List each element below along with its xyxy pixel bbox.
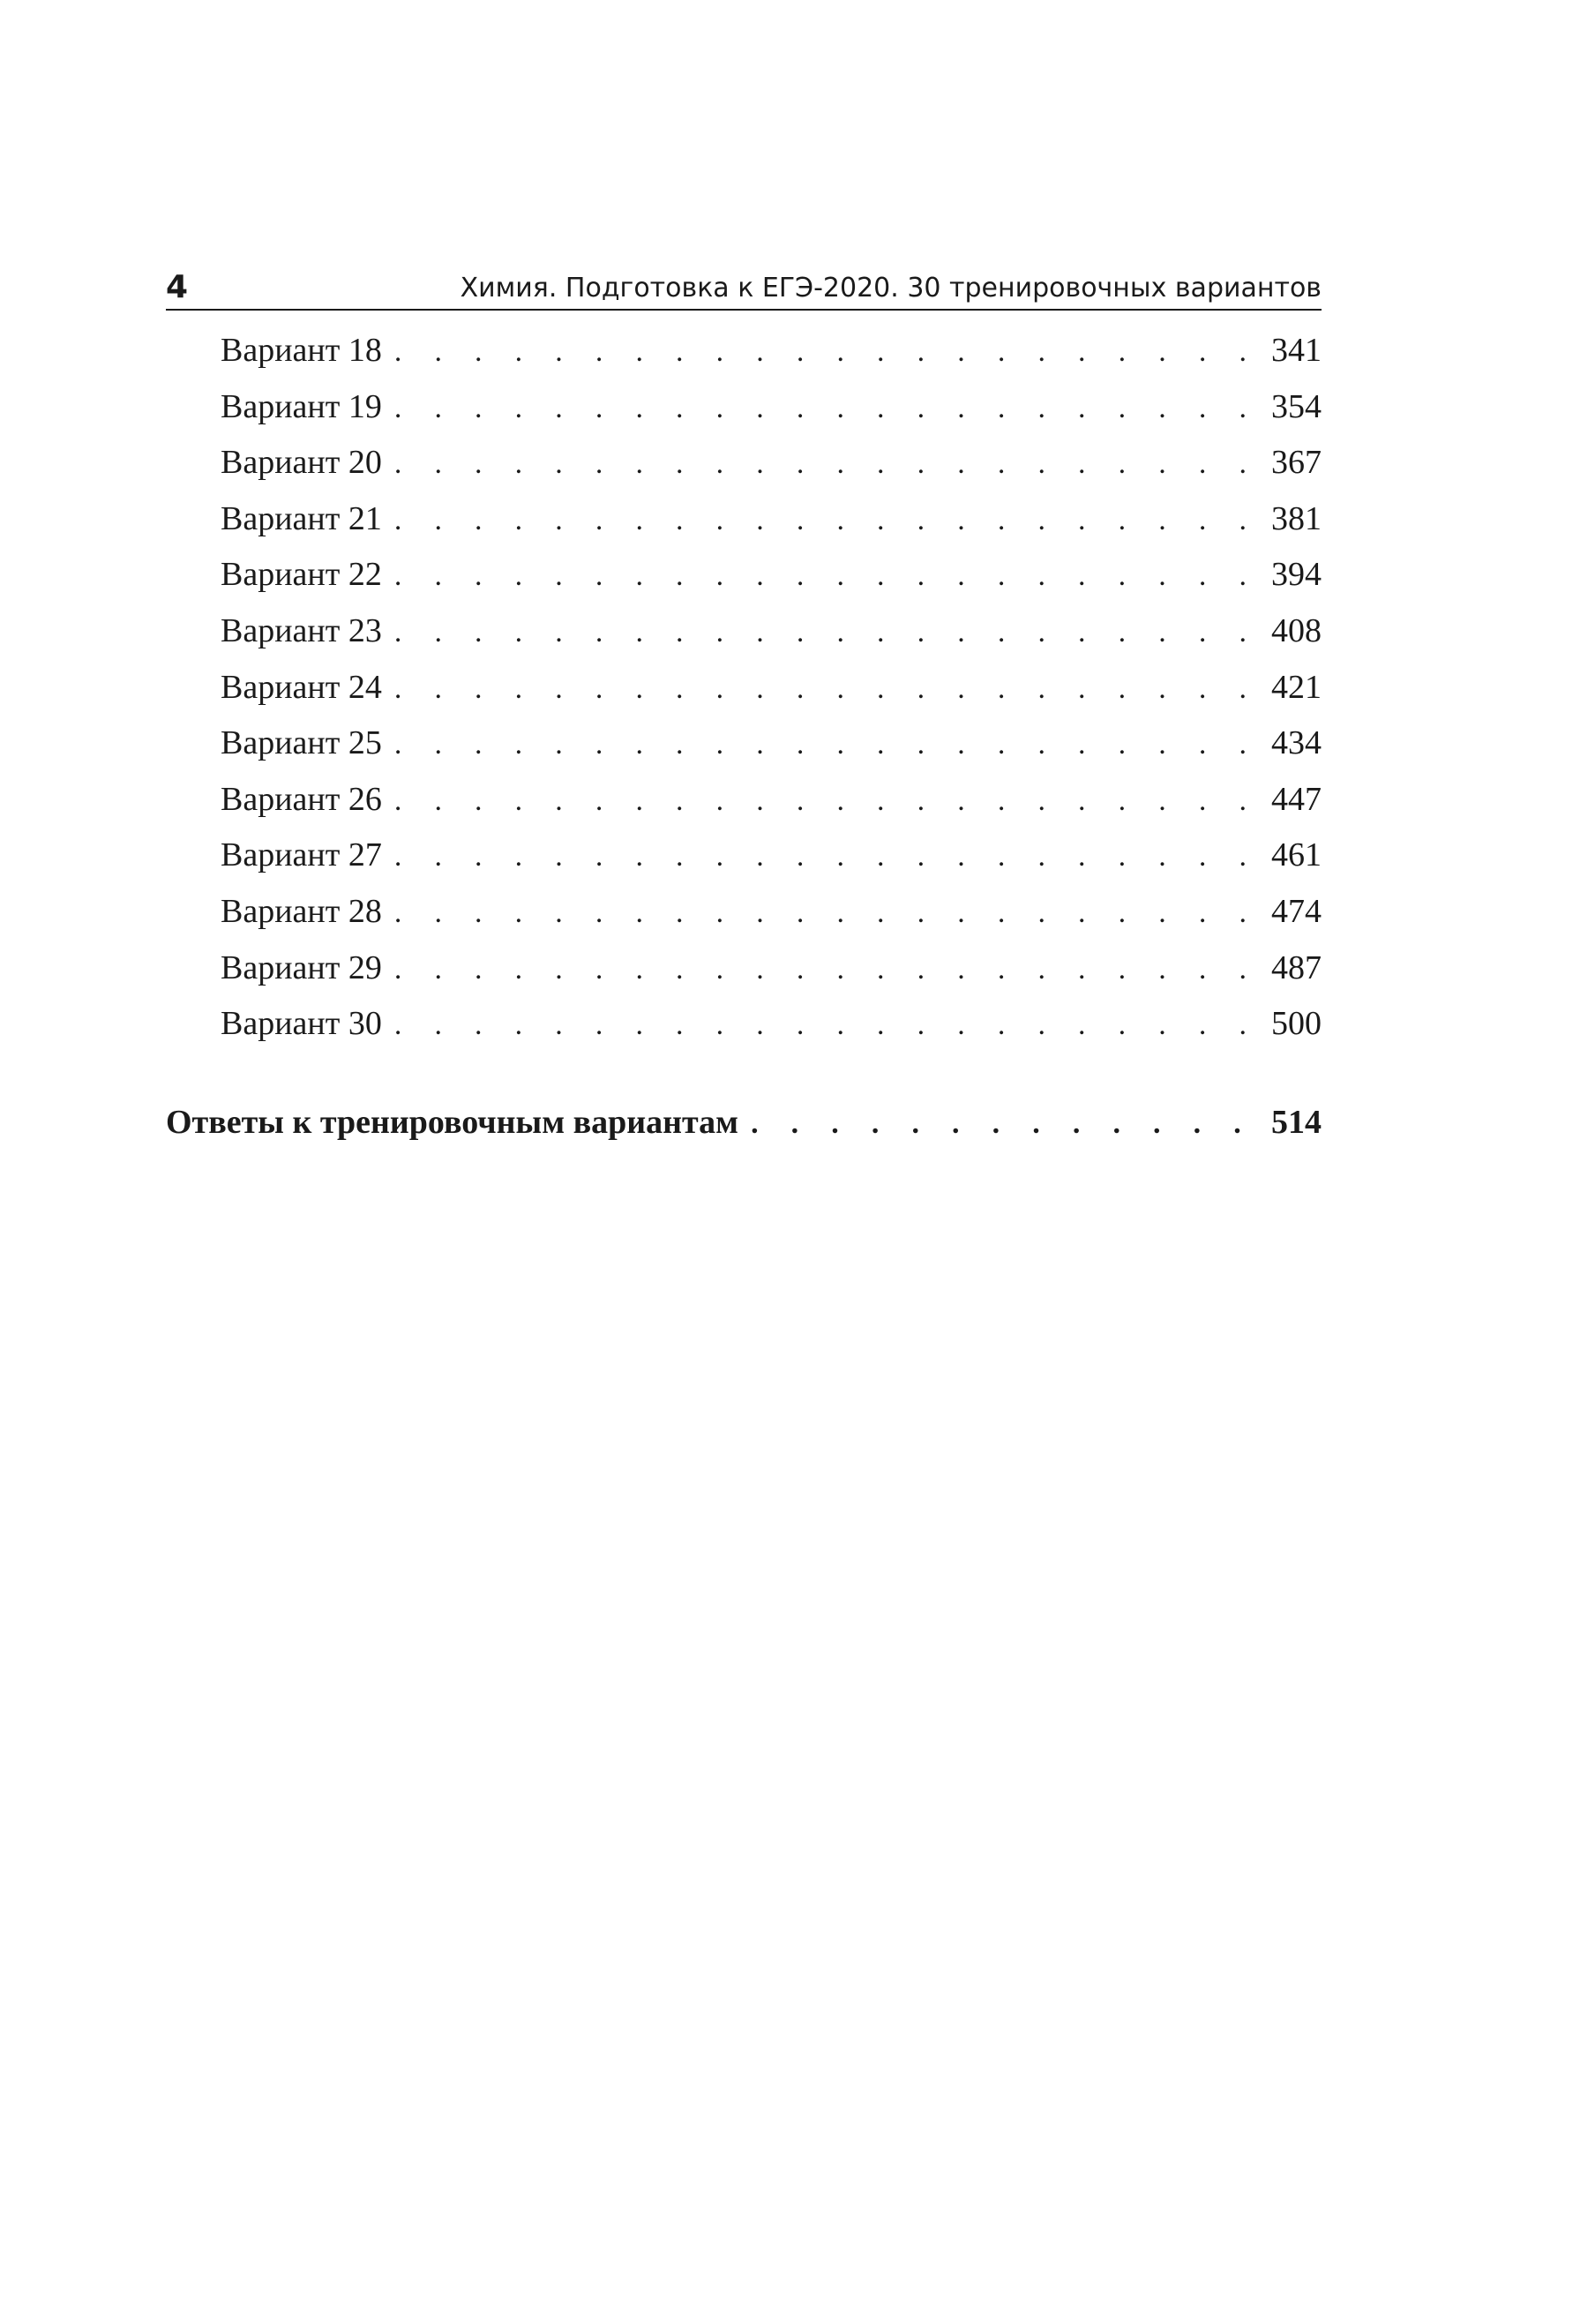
toc-entry <box>166 892 1322 951</box>
toc-entry-page: 434 <box>1271 724 1322 762</box>
toc-entry-page: 367 <box>1271 444 1322 482</box>
running-title: Химия. Подготовка к ЕГЭ-2020. 30 тренировочных вариантов <box>460 273 1322 304</box>
toc-entry <box>166 334 1322 390</box>
toc-entry <box>166 780 1322 839</box>
dot-leader <box>394 674 1253 704</box>
dot-leader <box>394 337 1253 367</box>
toc-entry <box>166 558 1322 614</box>
toc-entry-label: Вариант 23 <box>221 611 382 649</box>
toc-entry-label: Вариант 21 <box>221 499 382 537</box>
toc-entry-page: 354 <box>1271 387 1322 425</box>
dot-leader <box>394 506 1253 536</box>
dot-leader <box>394 618 1253 648</box>
dot-leader <box>394 786 1253 816</box>
toc-entry-label: Вариант 25 <box>221 724 382 762</box>
toc-entry-label: Вариант 24 <box>221 668 382 706</box>
toc-section-page: 514 <box>1271 1103 1322 1141</box>
toc-entry <box>166 948 1322 1008</box>
toc-entry <box>166 838 1322 895</box>
page-header <box>166 256 1322 311</box>
toc-entry-label: Вариант 30 <box>221 1005 382 1043</box>
toc-entry-page: 461 <box>1271 836 1322 874</box>
toc-entry-label: Вариант 18 <box>221 332 382 369</box>
dot-leader <box>751 1109 1253 1139</box>
toc-entry-label: Вариант 29 <box>221 948 382 986</box>
toc-entry-page: 394 <box>1271 556 1322 594</box>
toc-entry <box>166 1007 1322 1063</box>
dot-leader <box>394 730 1253 760</box>
toc-entry-page: 341 <box>1271 332 1322 369</box>
toc-entry-label: Вариант 28 <box>221 892 382 930</box>
toc-entry-label: Вариант 22 <box>221 556 382 594</box>
dot-leader <box>394 1010 1253 1040</box>
toc-entry-page: 381 <box>1271 499 1322 537</box>
dot-leader <box>394 955 1253 985</box>
toc-entry <box>166 387 1322 446</box>
toc-entry <box>166 668 1322 727</box>
toc-entry-page: 474 <box>1271 892 1322 930</box>
dot-leader <box>394 842 1253 872</box>
toc-section-label: Ответы к тренировочным вариантам <box>166 1103 739 1141</box>
toc-entry-page: 487 <box>1271 948 1322 986</box>
toc-entry-label: Вариант 20 <box>221 444 382 482</box>
toc-entry-page: 500 <box>1271 1005 1322 1043</box>
dot-leader <box>394 898 1253 928</box>
toc-entry-page: 408 <box>1271 611 1322 649</box>
toc-entry <box>166 446 1322 502</box>
dot-leader <box>394 394 1253 424</box>
toc-entry <box>166 499 1322 559</box>
toc-entry-page: 447 <box>1271 780 1322 818</box>
toc-entry <box>166 726 1322 783</box>
toc-section-answers <box>166 1103 1322 1162</box>
toc-entry-label: Вариант 27 <box>221 836 382 874</box>
page-number: 4 <box>166 269 189 305</box>
dot-leader <box>394 561 1253 591</box>
toc-entry-label: Вариант 26 <box>221 780 382 818</box>
toc-entry-page: 421 <box>1271 668 1322 706</box>
toc-entry <box>166 611 1322 671</box>
toc-entry-label: Вариант 19 <box>221 387 382 425</box>
table-of-contents <box>166 334 1322 1161</box>
dot-leader <box>394 449 1253 479</box>
